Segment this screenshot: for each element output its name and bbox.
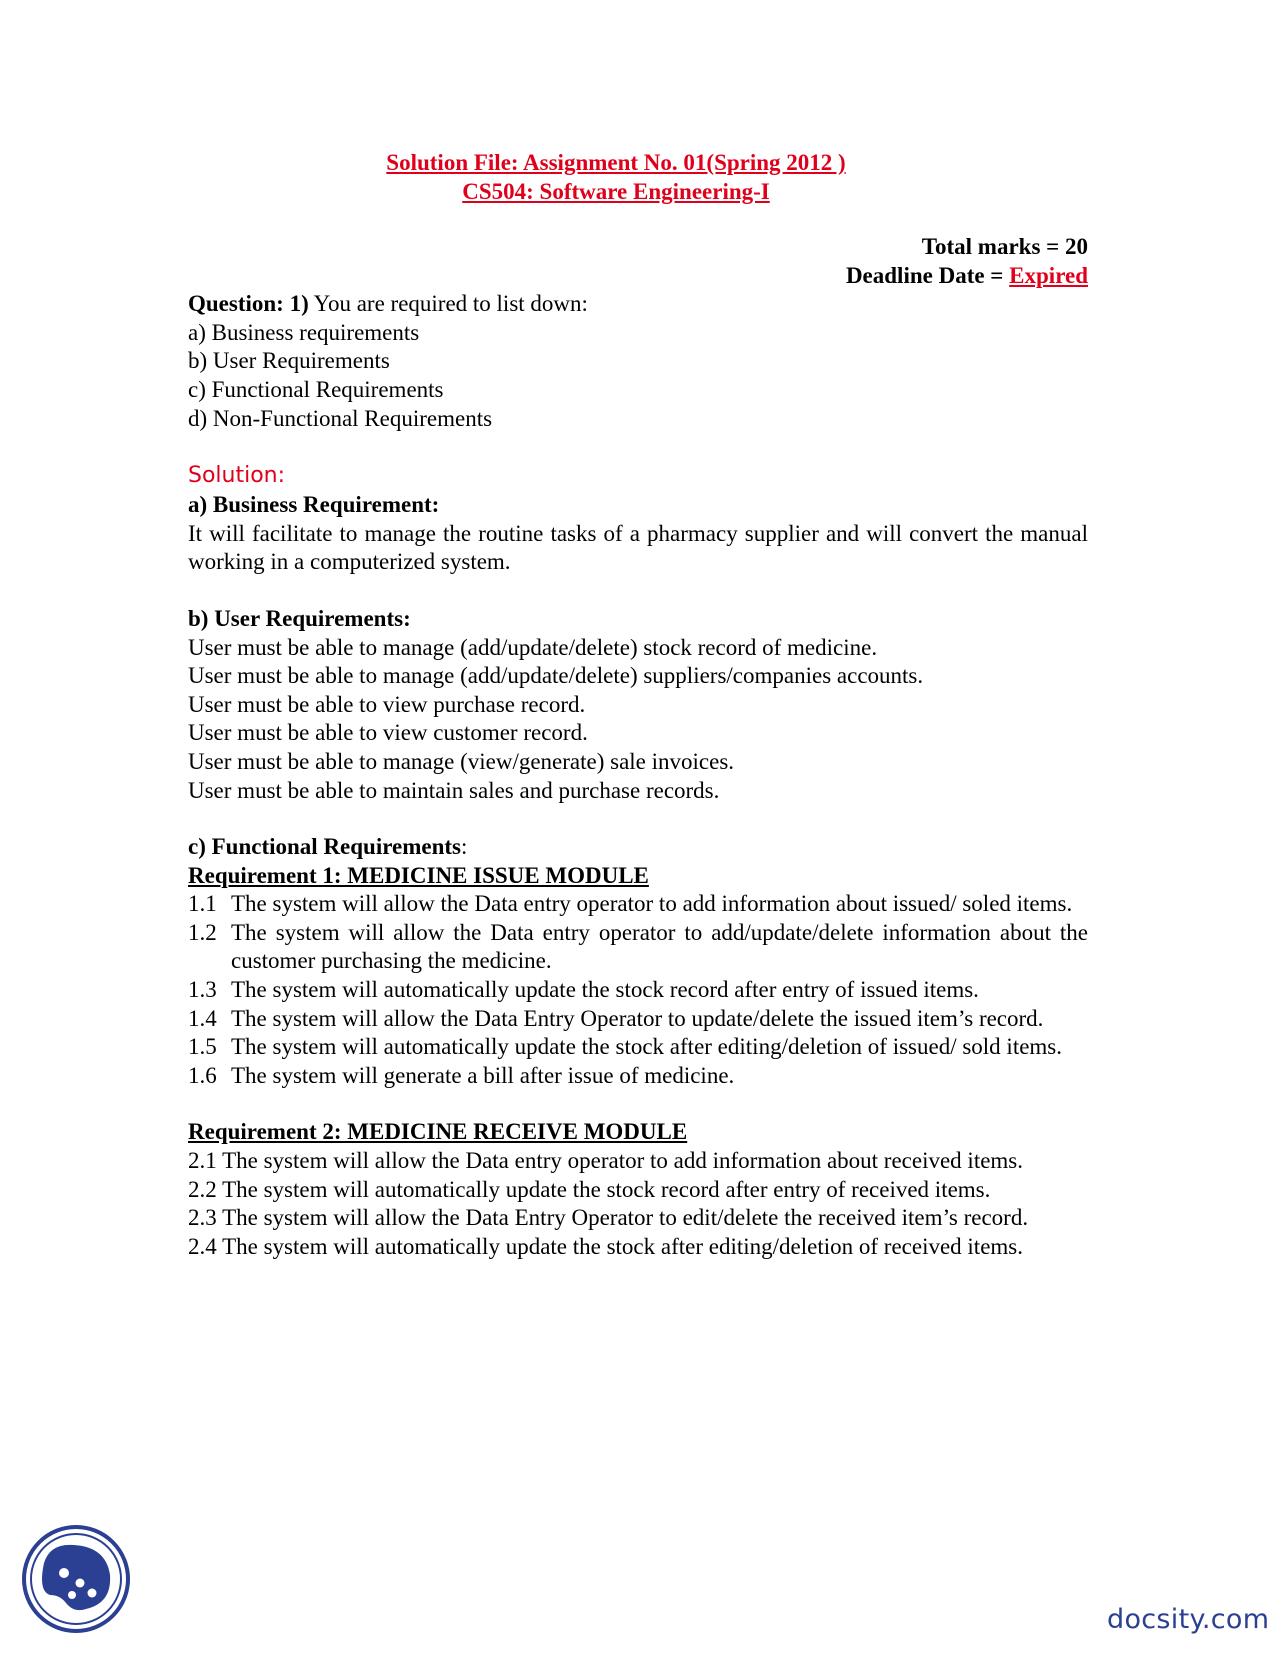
req1-item-text: The system will generate a bill after issue of medicine. (231, 1062, 735, 1088)
user-item: User must be able to manage (view/generate) sale invoices. (188, 748, 735, 774)
req2-heading: Requirement 2: MEDICINE RECEIVE MODULE (188, 1119, 688, 1145)
question-item: a) Business requirements (188, 319, 420, 345)
user-heading: b) User Requirements: (188, 605, 411, 631)
business-text: It will facilitate to manage the routine tasks of a pharmacy supplier and will convert the manual working in a computerized system. (188, 520, 1088, 575)
req2-item: 2.1 The system will allow the Data entry operator to add information about received items. (188, 1148, 1024, 1174)
req1-item-text: The system will automatically update the stock after editing/deletion of issued/ sold items. (231, 1034, 1063, 1060)
req1-item-text: The system will automatically update the stock record after entry of issued items. (231, 977, 979, 1003)
req1-item-num: 1.5 (188, 1034, 217, 1060)
question-item: b) User Requirements (188, 348, 390, 374)
req1-item (188, 976, 1088, 1005)
req1-item-num: 1.1 (188, 891, 217, 917)
question-label: Question: 1) (188, 291, 309, 317)
question-item: d) Non-Functional Requirements (188, 405, 493, 431)
req1-item (188, 1062, 1088, 1091)
req1-item-text: The system will allow the Data entry operator to add information about issued/ soled items. (231, 891, 1073, 917)
req2-item: 2.2 The system will automatically update the stock record after entry of received items. (188, 1176, 991, 1202)
user-item: User must be able to manage (add/update/delete) suppliers/companies accounts. (188, 663, 924, 689)
req1-item-num: 1.6 (188, 1062, 217, 1088)
title-line-1: Solution File: Assignment No. 01(Spring 2012 ) (386, 150, 846, 175)
req1-item (188, 919, 1088, 976)
user-item: User must be able to maintain sales and purchase records. (188, 777, 720, 803)
total-marks: Total marks = 20 (921, 234, 1088, 259)
title-line-2: CS504: Software Engineering-I (462, 179, 770, 204)
deadline-label: Deadline Date = (845, 262, 1010, 288)
req1-item (188, 890, 1088, 919)
req2-item: 2.3 The system will allow the Data Entry Operator to edit/delete the received item’s record. (188, 1205, 1029, 1231)
user-item: User must be able to manage (add/update/delete) stock record of medicine. (188, 634, 878, 660)
question-line (188, 290, 1088, 319)
docsity-brand-link[interactable]: docsity.com (1107, 1604, 1270, 1635)
question-text: You are required to list down: (308, 291, 588, 317)
docsity-logo-icon[interactable] (20, 1523, 132, 1635)
req1-heading: Requirement 1: MEDICINE ISSUE MODULE (188, 862, 649, 888)
business-heading: a) Business Requirement: (188, 492, 440, 518)
deadline-date (188, 262, 1088, 291)
solution-heading: Solution: (188, 463, 286, 489)
deadline-value: Expired (1009, 262, 1088, 288)
req1-item-num: 1.3 (188, 977, 217, 1003)
document-content (188, 148, 1088, 1261)
req1-item-text: The system will allow the Data Entry Operator to update/delete the issued item’s record. (231, 1005, 1044, 1031)
functional-heading: c) Functional Requirements (188, 834, 462, 860)
user-item: User must be able to view customer record. (188, 720, 588, 746)
req1-item (188, 1005, 1088, 1034)
question-item: c) Functional Requirements (188, 376, 444, 402)
req1-item-text: The system will allow the Data entry operator to add/update/delete information about the customer purchasing the medicine. (231, 919, 1088, 974)
req1-item-num: 1.4 (188, 1005, 217, 1031)
req1-item (188, 1033, 1088, 1062)
req2-item: 2.4 The system will automatically update the stock after editing/deletion of received items. (188, 1233, 1023, 1259)
user-item: User must be able to view purchase record. (188, 691, 586, 717)
functional-heading-line (188, 833, 1088, 862)
req1-item-num: 1.2 (188, 919, 217, 945)
functional-colon: : (461, 834, 468, 860)
